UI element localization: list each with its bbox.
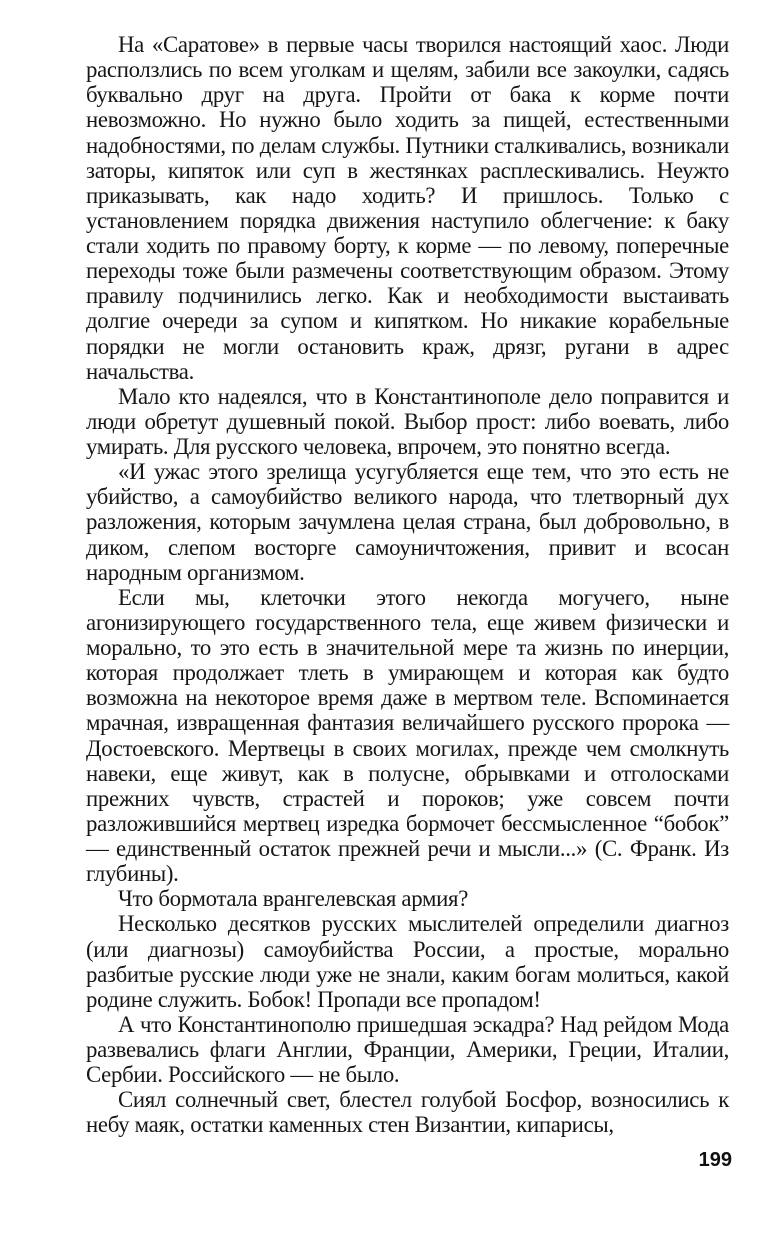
- page-number: 199: [698, 1149, 732, 1171]
- paragraph-constantinople-hope: Мало кто надеялся, что в Константинополе дело поправится и люди обретут душевный покой. Выбор прост: либо воевать, либо умирать. Для русского человека, впрочем, это понятно всегда.: [86, 383, 729, 459]
- paragraph-saratov-chaos: На «Саратове» в первые часы творился настоящий хаос. Люди расползлись по всем уголкам и щелям, забили все закоулки, садясь буквально друг на друга. Пройти от бака к корме почти невозможно. Но нужно было ходить за пищей, естественными надобностями, по делам службы. Путники сталкивались, возникали заторы, кипяток или суп в жестянках расплескивались. Неужто приказывать, как надо ходить? И пришлось. Только с установлением порядка движения наступило облегчение: к баку стали ходить по правому борту, к корме — по левому, поперечные переходы тоже были размечены соответствующим образом. Этому правилу подчинились легко. Как и необходимости выстаивать долгие очереди за супом и кипятком. Но никакие корабельные порядки не могли остановить краж, дрязг, ругани в адрес начальства.: [86, 32, 729, 384]
- paragraph-quote-start: «И ужас этого зрелища усугубляется еще тем, что это есть не убийство, а самоубийство великого народа, что тлетворный дух разложения, которым зачумлена целая страна, был добровольно, в диком, слепом восторге самоуничтожения, привит и всосан народным организмом.: [86, 459, 729, 585]
- paragraph-diagnosis: Несколько десятков русских мыслителей определили диагноз (или диагнозы) самоубийства России, а простые, морально разбитые русские люди уже не знали, каким богам молиться, какой родине служить. Бобок! Пропади все пропадом!: [86, 911, 729, 1012]
- paragraph-quote-continued: Если мы, клеточки этого некогда могучего, ныне агонизирующего государственного тела, еще живем физически и морально, то это есть в значительной мере та жизнь по инерции, которая продолжает тлеть в умирающем и которая как будто возможна на некоторое время даже в мертвом теле. Вспоминается мрачная, извращенная фантазия величайшего русского пророка — Достоевского. Мертвецы в своих могилах, прежде чем смолкнуть навеки, еще живут, как в полусне, обрывками и отголосками прежних чувств, страстей и пороков; уже совсем почти разложившийся мертвец изредка бормочет бессмысленное “бобок” — единственный остаток прежней речи и мысли...» (С. Франк. Из глубины).: [86, 584, 729, 887]
- body-text: [86, 32, 729, 1138]
- paragraph-bosphorus: Сиял солнечный свет, блестел голубой Босфор, возносились к небу маяк, остатки каменных стен Византии, кипарисы,: [86, 1087, 729, 1138]
- paragraph-flags: А что Константинополю пришедшая эскадра? Над рейдом Мода развевались флаги Англии, Франции, Америки, Греции, Италии, Сербии. Российского — не было.: [86, 1011, 729, 1088]
- paragraph-question: Что бормотала врангелевская армия?: [118, 886, 469, 912]
